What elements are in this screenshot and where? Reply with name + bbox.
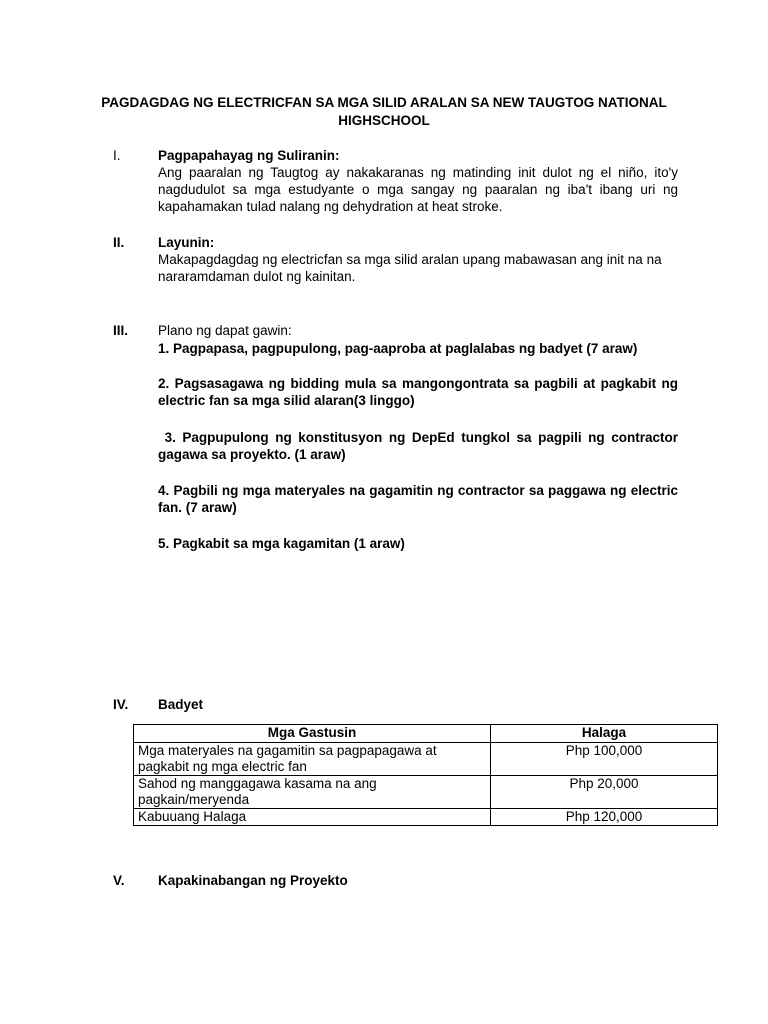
plan-step: 5. Pagkabit sa mga kagamitan (1 araw) bbox=[158, 536, 405, 551]
amount-cell: Php 20,000 bbox=[491, 776, 718, 809]
column-header-amount: Halaga bbox=[491, 725, 718, 743]
plan-step: 2. Pagsasagawa ng bidding mula sa mangongontrata sa pagbili at pagkabit ng electric fan sa mga silid alaran(3 linggo) bbox=[158, 376, 678, 408]
section-heading: Plano ng dapat gawin: bbox=[158, 323, 292, 338]
document-title: PAGDAGDAG NG ELECTRICFAN SA MGA SILID ARALAN SA NEW TAUGTOG NATIONAL HIGHSCHOOL bbox=[101, 95, 667, 128]
table-row bbox=[134, 776, 718, 809]
section-text: Makapagdagdag ng electricfan sa mga silid aralan upang mabawasan ang init na na nararamdaman dulot ng kainitan. bbox=[158, 252, 662, 284]
section-text: Ang paaralan ng Taugtog ay nakakaranas ng matinding init dulot ng el niño, ito'y nagdudulot sa mga estudyante o mga sangay ng paaralan ng iba't ibang uri ng kapahamakan tulad nalang ng dehydration at heat stroke. bbox=[158, 165, 678, 214]
plan-step: 1. Pagpapasa, pagpupulong, pag-aaproba at paglalabas ng badyet (7 araw) bbox=[158, 341, 638, 356]
table-row-total bbox=[134, 809, 718, 826]
expense-cell: Mga materyales na gagamitin sa pagpapagawa at pagkabit ng mga electric fan bbox=[134, 743, 491, 776]
section-heading: Kapakinabangan ng Proyekto bbox=[158, 873, 348, 888]
table-row bbox=[134, 743, 718, 776]
plan-step: 3. Pagpupulong ng konstitusyon ng DepEd tungkol sa pagpili ng contractor gagawa sa proyekto. (1 araw) bbox=[158, 430, 682, 462]
table-header-row bbox=[134, 725, 718, 743]
amount-cell: Php 100,000 bbox=[491, 743, 718, 776]
section-numeral: II. bbox=[113, 235, 125, 250]
expense-cell: Sahod ng manggagawa kasama na ang pagkain/meryenda bbox=[134, 776, 491, 809]
section-numeral: III. bbox=[113, 323, 129, 338]
column-header-expenses: Mga Gastusin bbox=[134, 725, 491, 743]
section-numeral: I. bbox=[113, 148, 121, 163]
section-body bbox=[158, 147, 678, 215]
expense-cell: Kabuuang Halaga bbox=[134, 809, 491, 826]
budget-table bbox=[133, 724, 718, 826]
section-numeral: IV. bbox=[113, 697, 129, 712]
section-body bbox=[158, 234, 678, 285]
amount-cell: Php 120,000 bbox=[491, 809, 718, 826]
section-numeral: V. bbox=[113, 873, 125, 888]
section-heading: Pagpapahayag ng Suliranin: bbox=[158, 148, 340, 163]
section-heading: Layunin: bbox=[158, 235, 215, 250]
plan-step: 4. Pagbili ng mga materyales na gagamitin ng contractor sa paggawa ng electric fan. (7 araw) bbox=[158, 483, 678, 515]
section-heading: Badyet bbox=[158, 697, 204, 712]
